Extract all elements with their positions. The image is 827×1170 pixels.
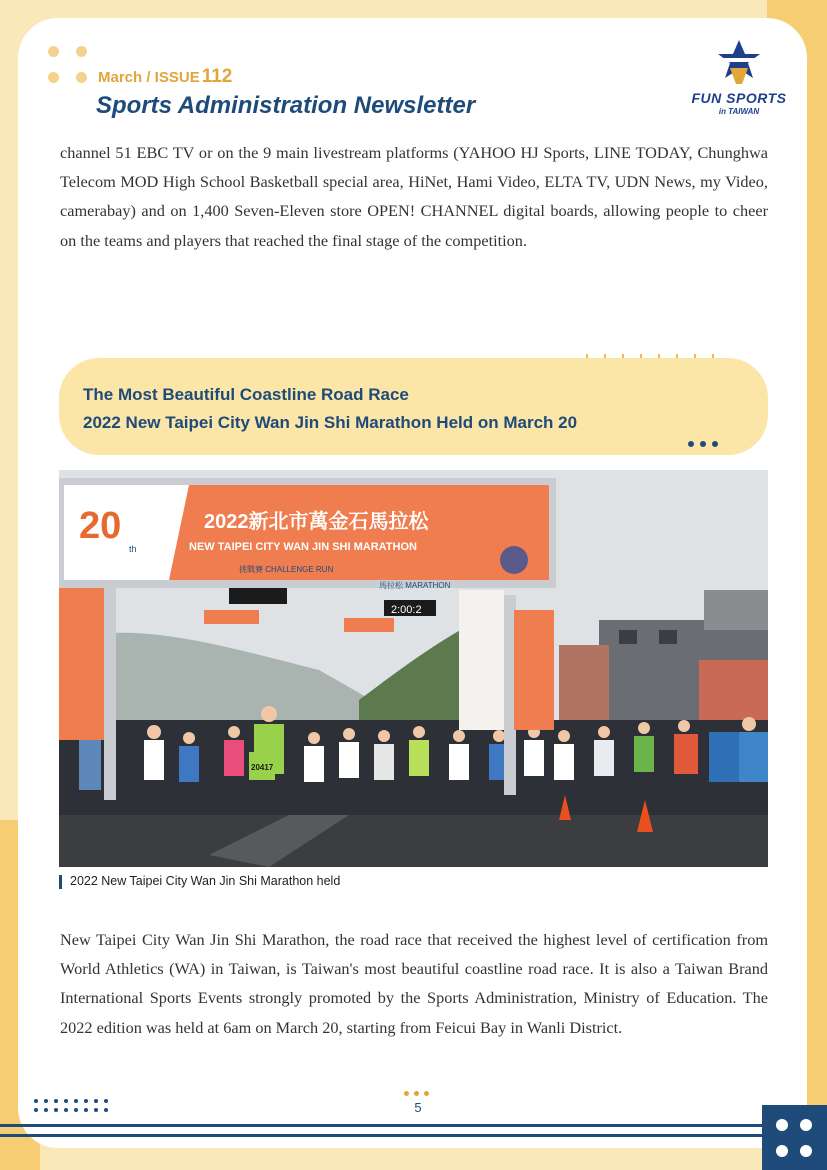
section-subtitle: 2022 New Taipei City Wan Jin Shi Marathon Held on March 20 bbox=[83, 413, 578, 432]
caption-marker bbox=[59, 875, 62, 889]
decorative-dots bbox=[48, 46, 92, 90]
body-paragraph-1: channel 51 EBC TV or on the 9 main livestream platforms (YAHOO HJ Sports, LINE TODAY, Chunghwa Telecom MOD High School Basketball special area, HiNet, Hami Video, ELTA TV, UDN News, my Video, camerabay) and on 1,400 Seven-Eleven store OPEN! CHANNEL digital boards, allowing people to cheer on the teams and players that reached the final stage of the competition. bbox=[60, 143, 768, 250]
photo-caption: 2022 New Taipei City Wan Jin Shi Marathon held bbox=[70, 874, 341, 888]
anniversary-suffix: th bbox=[129, 544, 137, 554]
fun-sports-logo bbox=[686, 38, 792, 122]
page-number-dots bbox=[404, 1091, 434, 1097]
page-number: 5 bbox=[414, 1100, 422, 1115]
footer-lines bbox=[0, 1124, 762, 1144]
section-title: The Most Beautiful Coastline Road Race bbox=[83, 385, 409, 404]
issue-label: March / ISSUE 112 bbox=[98, 66, 233, 87]
body-paragraph-2: New Taipei City Wan Jin Shi Marathon, the road race that received the highest level of certification from World Athletics (WA) in Taiwan, is Taiwan's most beautiful coastline road race. It is also a Taiwan Brand International Sports Events strongly promoted by the Sports Administration, Ministry of Education. The 2022 edition was held at 6am on March 20, starting from Feicui Bay in Wanli District. bbox=[60, 930, 768, 1037]
footer-dot-square bbox=[762, 1105, 827, 1170]
race-clock: 2:00:2 bbox=[391, 604, 422, 616]
issue-number: 112 bbox=[201, 66, 233, 87]
marathon-label: 馬拉松 MARATHON bbox=[379, 581, 451, 590]
section-heading-box bbox=[59, 358, 768, 455]
newsletter-title: Sports Administration Newsletter bbox=[96, 92, 476, 119]
banner-title-zh: 2022新北市萬金石馬拉松 bbox=[204, 511, 429, 533]
anniversary-number: 20 bbox=[79, 505, 122, 547]
challenge-run-label: 挑戰賽 CHALLENGE RUN bbox=[239, 565, 334, 574]
decorative-dots-bottom bbox=[688, 441, 728, 449]
star-logo-icon bbox=[686, 38, 792, 94]
logo-text: FUN SPORTS bbox=[691, 90, 787, 106]
marathon-photo bbox=[59, 470, 768, 867]
logo-subtext: in TAIWAN bbox=[718, 107, 760, 116]
banner-title-en: NEW TAIPEI CITY WAN JIN SHI MARATHON bbox=[189, 541, 417, 553]
runner-bib: 20417 bbox=[251, 763, 274, 772]
footer-dots bbox=[34, 1099, 114, 1115]
